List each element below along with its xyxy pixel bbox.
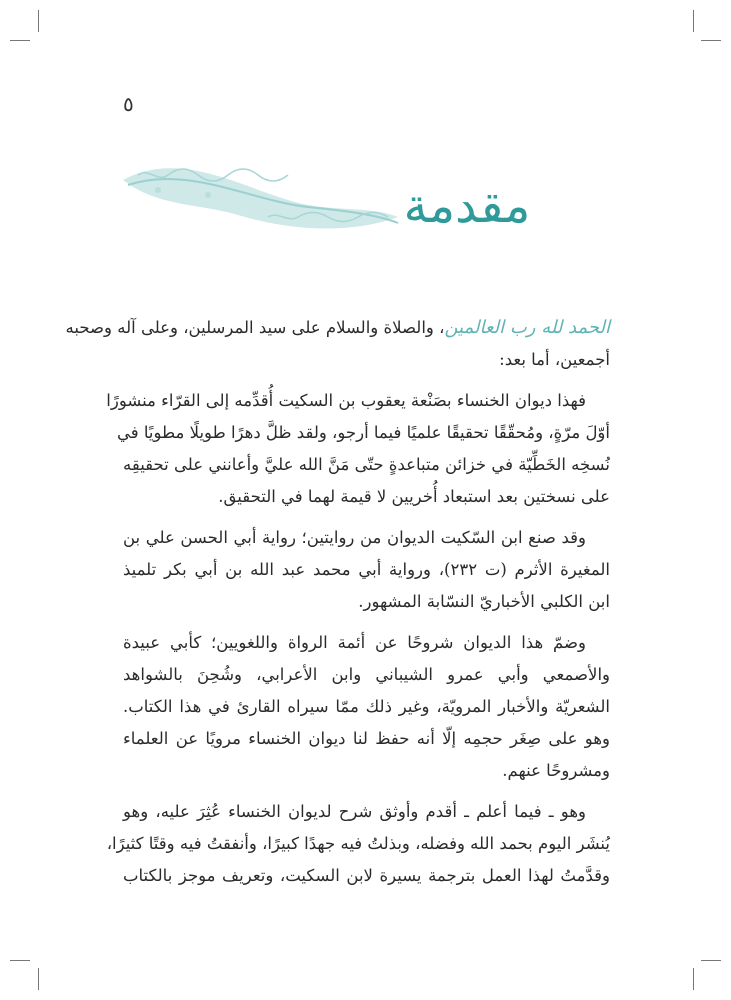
text-line: الشعريّة والأخبار المرويّة، وغير ذلك ممّا سيراه القارئ في هذا الكتاب. [123,697,610,716]
crop-mark [693,968,694,990]
page-heading: مقدمة [403,178,531,234]
text-line: أوّلَ مرّةٍ، ومُحقّقًا تحقيقًا علميًا فيما أرجو، ولقد ظلَّ دهرًا طويلًا مطويًا في [116,423,610,442]
paragraph [123,522,610,618]
crop-mark [693,10,694,32]
text-line: أجمعين، أما بعد: [499,350,610,369]
crop-mark [701,960,721,961]
text-line: والأصمعي وأبي عمرو الشيباني وابن الأعرابي، وشُحِنَ بالشواهد [123,665,610,684]
text-line: نُسخِه الخَطِّيّة في خزائن متباعدةٍ حتّى مَنَّ الله عليَّ وأعانني على تحقيقِه [123,455,610,474]
text-line: يُنشَر اليوم بحمد الله وفضله، وبذلتُ فيه جهدًا كبيرًا، وأنفقتُ فيه وقتًا كثيرًا، [106,834,610,853]
text-line: وقد صنع ابن السّكيت الديوان من روايتين؛ رواية أبي الحسن علي بن [123,528,586,547]
text-line: على نسختين بعد استبعاد أُخريين لا قيمة لهما في التحقيق. [218,487,610,506]
text-line: ، والصلاة والسلام على سيد المرسلين، وعلى آله وصحبه [65,318,445,337]
text-line: وقدَّمتُ لهذا العمل بترجمة يسيرة لابن السكيت، وتعريف موجز بالكتاب [123,866,610,885]
calligraphy-opening: الحمد لله رب العالمين [444,317,610,338]
paragraph [65,312,610,376]
paragraph [106,385,610,513]
text-line: المغيرة الأثرم (ت ٢٣٢)، ورواية أبي محمد عبد الله بن أبي بكر تلميذ [123,560,611,579]
crop-mark [38,968,39,990]
crop-mark [10,40,30,41]
page-number: ٥ [123,92,134,116]
crop-mark [701,40,721,41]
text-line: وهو ـ فيما أعلم ـ أقدم وأوثق شرح لديوان الخنساء عُثِرَ عليه، وهو [123,802,586,821]
text-line: وهو على صِغَر حجمِه إلّا أنه حفظ لنا ديوان الخنساء مرويًا عن العلماء [123,729,610,748]
text-line: فهذا ديوان الخنساء بصَنْعة يعقوب بن السكيت أُقدِّمه إلى القرّاء منشورًا [106,391,586,410]
crop-mark [38,10,39,32]
crop-mark [10,960,30,961]
paragraph [106,796,610,892]
document-body [65,312,611,901]
paragraph [123,627,610,787]
text-line: ابن الكلبي الأخباريّ النسّابة المشهور. [358,592,610,611]
text-line: وضمّ هذا الديوان شروحًا عن أئمة الرواة واللغويين؛ كأبي عبيدة [123,633,586,652]
text-line: ومشروحًا عنهم. [502,761,610,780]
